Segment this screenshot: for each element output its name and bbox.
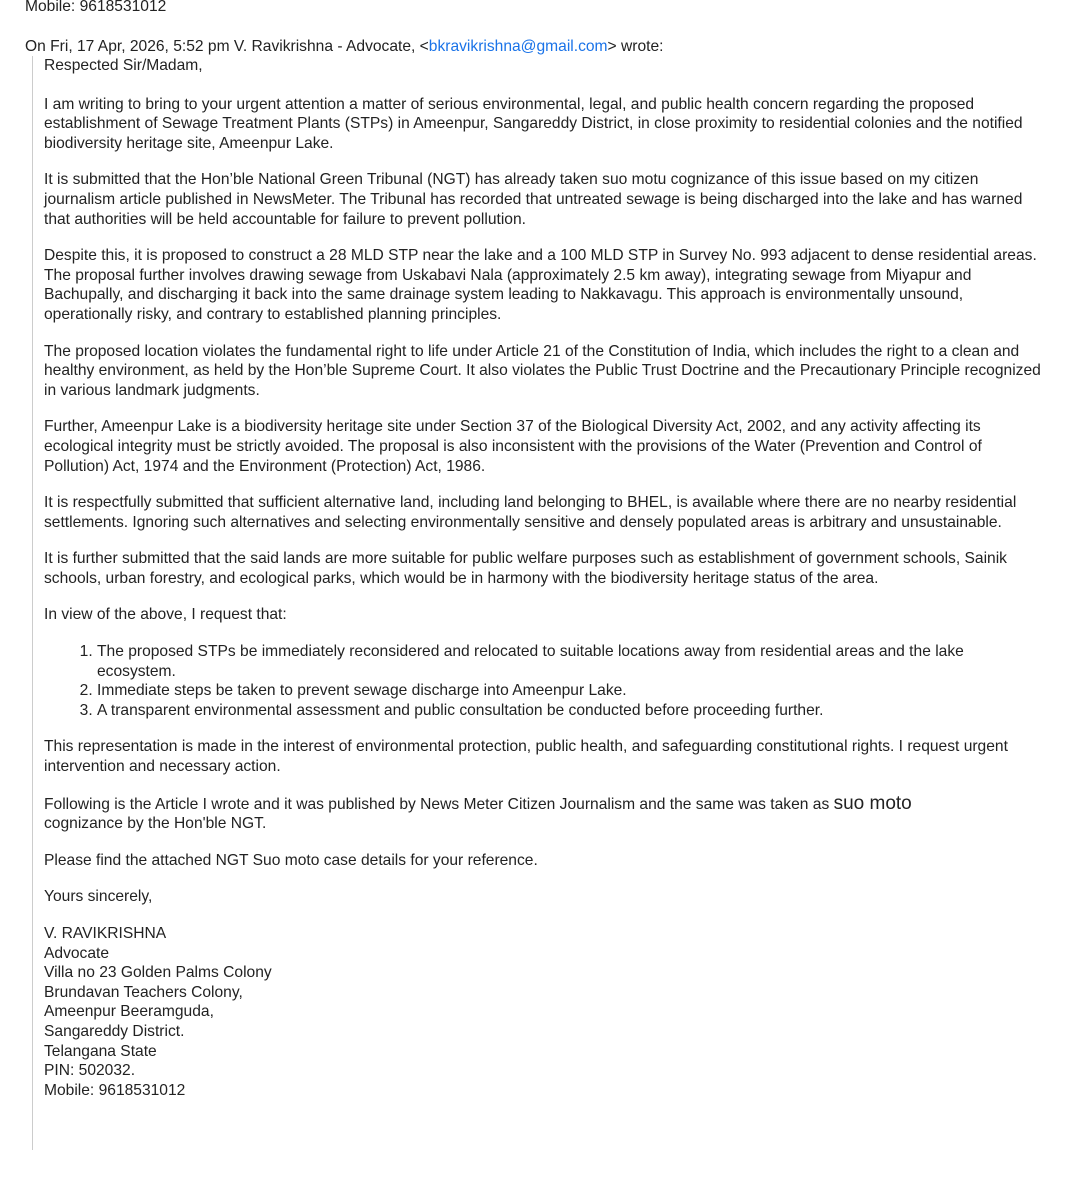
signature-address-line: Sangareddy District. xyxy=(44,1022,185,1040)
sign-off: Yours sincerely, xyxy=(44,888,153,906)
signature-address-line: Ameenpur Beeramguda, xyxy=(44,1003,214,1021)
article-paragraph xyxy=(44,794,944,834)
signature-name: V. RAVIKRISHNA xyxy=(44,925,167,942)
suo-moto-text: suo moto xyxy=(833,792,912,814)
paragraph-alternatives: It is respectfully submitted that sufficient alternative land, including land belonging to BHEL, is available where there are no nearby residential settlements. Ignoring such alternatives and selecting environmentally sensitive and densely populated areas is arbitrary and unsustainable. xyxy=(44,494,1017,531)
list-item: 1. The proposed STPs be immediately reconsidered and relocated to suitable locations away from residential areas and the lake ecosystem. xyxy=(97,642,1044,681)
attached-paragraph: Please find the attached NGT Suo moto case details for your reference. xyxy=(44,851,538,869)
signature-address-line: Telangana State xyxy=(44,1042,157,1060)
paragraph-ngt: It is submitted that the Hon’ble National Green Tribunal (NGT) has already taken suo motu cognizance of this issue based on my citizen journalism article published in NewsMeter. The Tribunal has recorded that untreated sewage is being discharged into the lake and has warned that authorities will be held accountable for failure to prevent pollution. xyxy=(44,171,1023,228)
reply-header-prefix: On Fri, 17 Apr, 2026, 5:52 pm V. Ravikrishna - Advocate, < xyxy=(25,38,429,55)
closing-paragraph: This representation is made in the interest of environmental protection, public health, and safeguarding constitutional rights. I request urgent intervention and necessary action. xyxy=(44,738,1008,776)
top-mobile-line: Mobile: 9618531012 xyxy=(25,0,167,15)
sender-email-link[interactable]: bkravikrishna@gmail.com xyxy=(428,38,608,55)
greeting: Respected Sir/Madam, xyxy=(44,57,203,74)
quoted-message xyxy=(32,56,1044,1150)
article-text-part2: cognizance by the Hon'ble NGT. xyxy=(44,815,267,833)
list-item: 2. Immediate steps be taken to prevent sewage discharge into Ameenpur Lake. xyxy=(97,681,1044,701)
signature-address-line: Villa no 23 Golden Palms Colony xyxy=(44,964,272,982)
signature-address-line: Brundavan Teachers Colony, xyxy=(44,983,243,1001)
signature-mobile: Mobile: 9618531012 xyxy=(44,1081,186,1099)
request-intro: In view of the above, I request that: xyxy=(44,606,287,624)
reply-header-suffix: > wrote: xyxy=(607,38,664,55)
paragraph-proposal: Despite this, it is proposed to construct a 28 MLD STP near the lake and a 100 MLD STP in Survey No. 993 adjacent to dense residential areas. The proposal further involves drawing sewage from Uskabavi Nala (approximately 2.5 km away), integrating sewage from Miyapur and Bachupally, and discharging it back into the same drainage system leading to Nakkavagu. This approach is environmentally unsound, operationally risky, and contrary to established planning principles. xyxy=(44,247,1037,323)
paragraph-biodiversity: Further, Ameenpur Lake is a biodiversity heritage site under Section 37 of the Biological Diversity Act, 2002, and any activity affecting its ecological integrity must be strictly avoided. The proposal is also inconsistent with the provisions of the Water (Prevention and Control of Pollution) Act, 1974 and the Environment (Protection) Act, 1986. xyxy=(44,418,982,475)
list-item: 3. A transparent environmental assessment and public consultation be conducted before proceeding further. xyxy=(97,701,1044,721)
paragraph-welfare: It is further submitted that the said lands are more suitable for public welfare purposes such as establishment of government schools, Sainik schools, urban forestry, and ecological parks, which would be in harmony with the biodiversity heritage status of the area. xyxy=(44,550,1007,587)
signature-pin: PIN: 502032. xyxy=(44,1062,136,1080)
paragraph-constitution: The proposed location violates the fundamental right to life under Article 21 of the Constitution of India, which includes the right to a clean and healthy environment, as held by the Hon’ble Supreme Court. It also violates the Public Trust Doctrine and the Precautionary Principle recognized in various landmark judgments. xyxy=(44,342,1041,399)
paragraph-intro: I am writing to bring to your urgent attention a matter of serious environmental, legal, and public health concern regarding the proposed establishment of Sewage Treatment Plants (STPs) in Ameenpur, Sangareddy District, in close proximity to residential colonies and the notified biodiversity heritage site, Ameenpur Lake. xyxy=(44,95,1023,152)
signature-title: Advocate xyxy=(44,944,110,962)
request-list xyxy=(44,642,1044,720)
reply-header xyxy=(25,37,663,57)
article-text-part1: Following is the Article I wrote and it was published by News Meter Citizen Journalism and the same was taken as xyxy=(44,795,834,813)
signature-block xyxy=(44,924,1044,1100)
